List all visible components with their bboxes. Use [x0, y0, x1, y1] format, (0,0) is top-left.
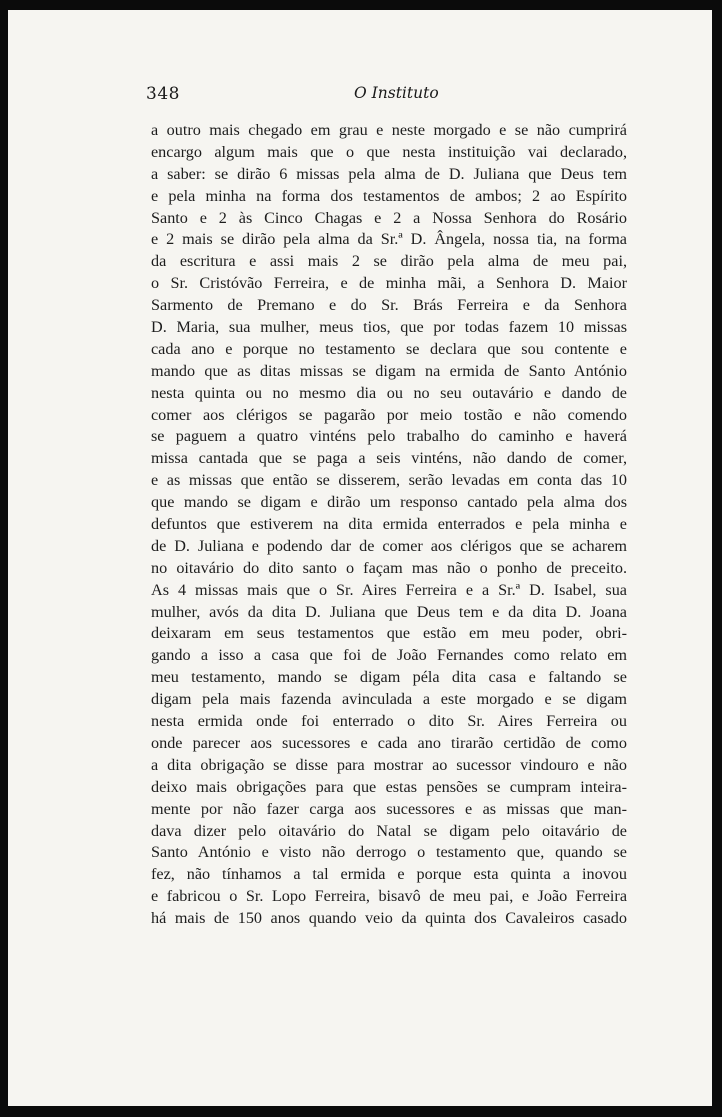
text-line: onde parecer aos sucessores e cada ano tirarão certidão de como	[151, 733, 627, 752]
text-line: o Sr. Cristóvão Ferreira, e de minha mãi, a Senhora D. Maior	[151, 274, 627, 293]
text-line: da escritura e assi mais 2 se dirão pela alma de meu pai,	[151, 252, 627, 271]
text-line: a saber: se dirão 6 missas pela alma de D. Juliana que Deus tem	[151, 164, 627, 183]
text-line: Sarmento de Premano e do Sr. Brás Ferreira e da Senhora	[151, 296, 627, 315]
text-line: missa cantada que se paga a seis vinténs, não dando de comer,	[151, 449, 627, 468]
text-line: e pela minha na forma dos testamentos de ambos; 2 ao Espírito	[151, 186, 627, 205]
text-line: meu testamento, mando se digam péla dita casa e faltando se	[151, 668, 627, 687]
text-line: a outro mais chegado em grau e neste morgado e se não cumprirá	[151, 121, 627, 139]
text-line: de D. Juliana e podendo dar de comer aos clérigos que se acharem	[151, 536, 627, 555]
body-text	[151, 120, 627, 930]
text-line: gando a isso a casa que foi de João Fernandes como relato em	[151, 646, 627, 665]
text-line: comer aos clérigos se pagarão por meio tostão e não comendo	[151, 405, 627, 424]
text-line: digam pela mais fazenda avinculada a este morgado e se digam	[151, 690, 627, 709]
text-line: e 2 mais se dirão pela alma da Sr.ª D. Ângela, nossa tia, na forma	[151, 230, 627, 249]
text-line: Santo e 2 às Cinco Chagas e 2 a Nossa Senhora do Rosário	[151, 208, 627, 227]
text-line: mando que as ditas missas se digam na ermida de Santo António	[151, 361, 627, 380]
text-line: Santo António e visto não derrogo o testamento que, quando se	[151, 843, 627, 862]
page-number: 348	[146, 84, 180, 104]
page-header	[146, 84, 572, 108]
text-line: e fabricou o Sr. Lopo Ferreira, bisavô de meu pai, e João Ferreira	[151, 887, 627, 906]
text-line: nesta quinta ou no mesmo dia ou no seu outavário e dando de	[151, 383, 627, 402]
text-line: há mais de 150 anos quando veio da quinta dos Cavaleiros casado	[151, 909, 627, 928]
text-line: mente por não fazer carga aos sucessores e as missas que man-	[151, 799, 627, 818]
text-line: deixo mais obrigações para que estas pensões se cumpram inteira-	[151, 777, 627, 796]
text-line: fez, não tínhamos a tal ermida e porque esta quinta a inovou	[151, 865, 627, 884]
text-line: se paguem a quatro vinténs pelo trabalho do caminho e haverá	[151, 427, 627, 446]
text-line: a dita obrigação se disse para mostrar ao sucessor vindouro e não	[151, 755, 627, 774]
text-line: no oitavário do dito santo o façam mas não o ponho de preceito.	[151, 558, 627, 577]
text-line: mulher, avós da dita D. Juliana que Deus tem e da dita D. Joana	[151, 602, 627, 621]
text-line: D. Maria, sua mulher, meus tios, que por todas fazem 10 missas	[151, 318, 627, 337]
text-line: nesta ermida onde foi enterrado o dito Sr. Aires Ferreira ou	[151, 712, 627, 731]
text-line: As 4 missas mais que o Sr. Aires Ferreira e a Sr.ª D. Isabel, sua	[151, 580, 627, 599]
text-line: encargo algum mais que o que nesta instituição vai declarado,	[151, 142, 627, 161]
text-line: e as missas que então se disserem, serão levadas em conta das 10	[151, 471, 627, 490]
text-line: cada ano e porque no testamento se declara que sou contente e	[151, 339, 627, 358]
text-line: defuntos que estiverem na dita ermida enterrados e pela minha e	[151, 515, 627, 534]
text-line: dava dizer pelo oitavário do Natal se digam pelo oitavário de	[151, 821, 627, 840]
text-line: que mando se digam e dirão um responso cantado pela alma dos	[151, 493, 627, 512]
text-line: deixaram em seus testamentos que estão em meu poder, obri-	[151, 624, 627, 643]
running-title: O Instituto	[354, 84, 439, 102]
